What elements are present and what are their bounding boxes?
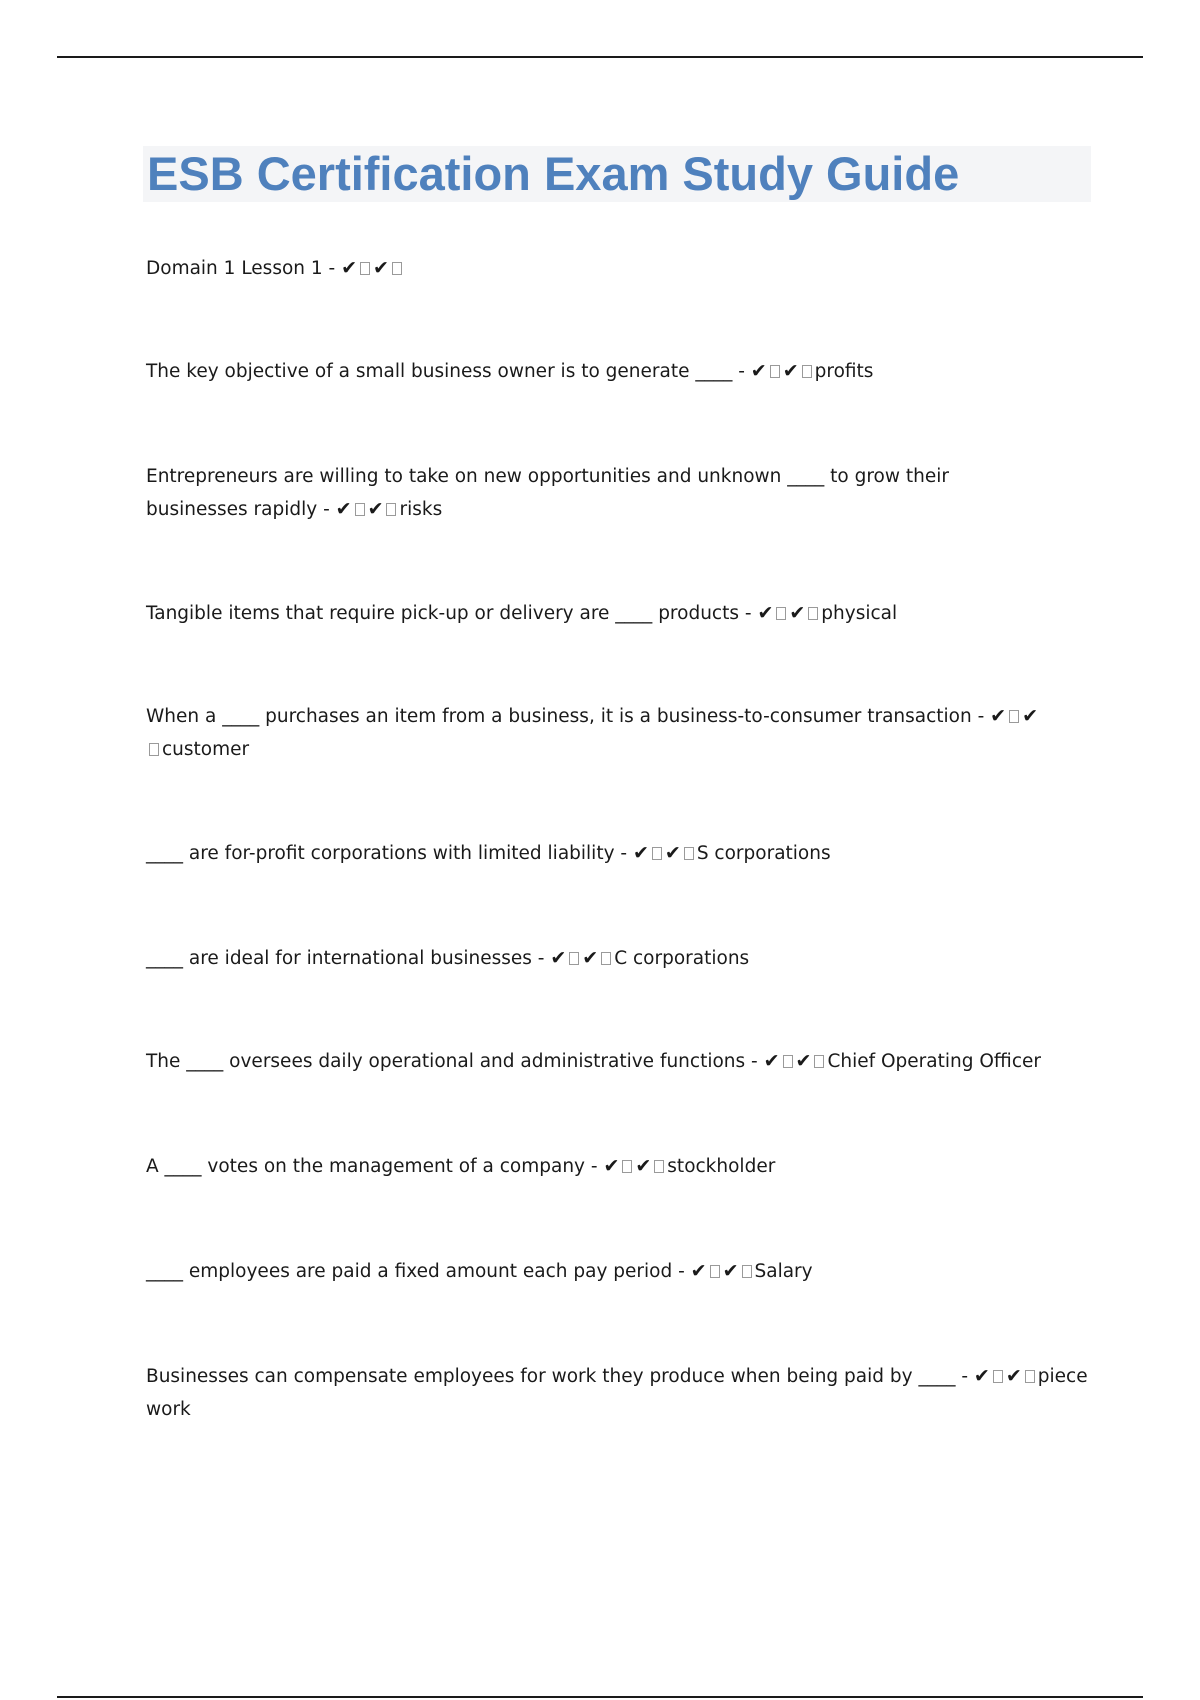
checkmark-icon: ✔ <box>750 360 767 382</box>
entry-answer: Chief Operating Officer <box>827 1051 1041 1072</box>
answer-separator: - <box>614 843 633 864</box>
document-title: ESB Certification Exam Study Guide <box>147 147 960 200</box>
answer-separator: - <box>745 1051 764 1072</box>
missing-glyph-icon <box>802 365 812 378</box>
entry-0 <box>146 252 1086 285</box>
missing-glyph-icon <box>1009 710 1019 723</box>
entry-question: The ____ oversees daily operational and administrative functions <box>146 1051 746 1072</box>
entry-6 <box>146 942 1086 975</box>
title-banner <box>143 146 1091 202</box>
entry-3 <box>146 597 1086 630</box>
checkmark-icon: ✔ <box>763 1050 780 1072</box>
answer-separator: - <box>971 706 991 727</box>
entry-answer: physical <box>821 603 898 624</box>
entry-10 <box>146 1360 1096 1426</box>
missing-glyph-icon <box>776 607 786 620</box>
entry-9 <box>146 1255 1086 1288</box>
answer-separator: - <box>672 1261 691 1282</box>
checkmark-icon: ✔ <box>757 602 774 624</box>
checkmark-icon: ✔ <box>632 842 649 864</box>
missing-glyph-icon <box>652 847 662 860</box>
checkmark-icon: ✔ <box>550 947 567 969</box>
entry-8 <box>146 1150 1086 1183</box>
answer-separator: - <box>531 948 551 969</box>
missing-glyph-icon <box>355 503 365 516</box>
checkmark-icon: ✔ <box>789 602 806 624</box>
missing-glyph-icon <box>993 1370 1003 1383</box>
entry-5 <box>146 837 1086 870</box>
missing-glyph-icon <box>814 1055 824 1068</box>
answer-separator: - <box>585 1156 604 1177</box>
missing-glyph-icon <box>149 743 159 756</box>
entry-question: ____ are for-profit corporations with limited liability <box>146 843 615 864</box>
checkmark-icon: ✔ <box>367 498 384 520</box>
missing-glyph-icon <box>360 262 370 275</box>
entry-7 <box>146 1045 1086 1078</box>
footer-rule <box>57 1696 1143 1698</box>
entry-2 <box>146 460 1056 526</box>
checkmark-icon: ✔ <box>795 1050 812 1072</box>
answer-separator: - <box>955 1366 974 1387</box>
checkmark-icon: ✔ <box>690 1260 707 1282</box>
missing-glyph-icon <box>601 952 611 965</box>
entry-answer: risks <box>399 499 443 520</box>
missing-glyph-icon <box>770 365 780 378</box>
answer-separator: - <box>739 603 758 624</box>
answer-separator: - <box>322 258 342 279</box>
missing-glyph-icon <box>386 503 396 516</box>
entry-question: Businesses can compensate employees for work they produce when being paid by ____ <box>146 1366 956 1387</box>
checkmark-icon: ✔ <box>582 947 599 969</box>
entry-answer: customer <box>162 739 250 760</box>
checkmark-icon: ✔ <box>664 842 681 864</box>
header-rule <box>57 56 1143 58</box>
missing-glyph-icon <box>783 1055 793 1068</box>
entry-question: Tangible items that require pick-up or delivery are ____ products <box>146 603 739 624</box>
checkmark-icon: ✔ <box>973 1365 990 1387</box>
answer-separator: - <box>317 499 336 520</box>
entry-question: ____ are ideal for international businesses <box>146 948 532 969</box>
entry-question: Domain 1 Lesson 1 <box>146 258 323 279</box>
answer-separator: - <box>732 361 751 382</box>
missing-glyph-icon <box>710 1265 720 1278</box>
checkmark-icon: ✔ <box>635 1155 652 1177</box>
entry-answer: stockholder <box>667 1156 776 1177</box>
entry-answer: profits <box>814 361 874 382</box>
entry-answer: S corporations <box>696 843 831 864</box>
missing-glyph-icon <box>622 1160 632 1173</box>
entry-answer: C corporations <box>614 948 750 969</box>
missing-glyph-icon <box>569 952 579 965</box>
entry-answer: piece work <box>146 1366 1088 1420</box>
missing-glyph-icon <box>392 262 402 275</box>
entry-question: The key objective of a small business owner is to generate ____ <box>146 361 733 382</box>
checkmark-icon: ✔ <box>603 1155 620 1177</box>
checkmark-icon: ✔ <box>782 360 799 382</box>
missing-glyph-icon <box>1025 1370 1035 1383</box>
missing-glyph-icon <box>808 607 818 620</box>
entry-1 <box>146 355 1086 388</box>
missing-glyph-icon <box>654 1160 664 1173</box>
checkmark-icon: ✔ <box>1022 705 1039 727</box>
entry-question: ____ employees are paid a fixed amount each pay period <box>146 1261 673 1282</box>
checkmark-icon: ✔ <box>373 257 389 279</box>
entry-question: A ____ votes on the management of a company <box>146 1156 586 1177</box>
checkmark-icon: ✔ <box>341 257 358 279</box>
entry-question: Entrepreneurs are willing to take on new opportunities and unknown ____ to grow their businesses rapidly <box>146 466 949 520</box>
checkmark-icon: ✔ <box>722 1260 739 1282</box>
missing-glyph-icon <box>684 847 694 860</box>
missing-glyph-icon <box>742 1265 752 1278</box>
checkmark-icon: ✔ <box>1005 1365 1022 1387</box>
entry-answer: Salary <box>754 1261 813 1282</box>
checkmark-icon: ✔ <box>335 498 352 520</box>
entry-question: When a ____ purchases an item from a business, it is a business-to-consumer transaction <box>146 706 972 727</box>
checkmark-icon: ✔ <box>990 705 1007 727</box>
entry-4 <box>146 700 1046 766</box>
